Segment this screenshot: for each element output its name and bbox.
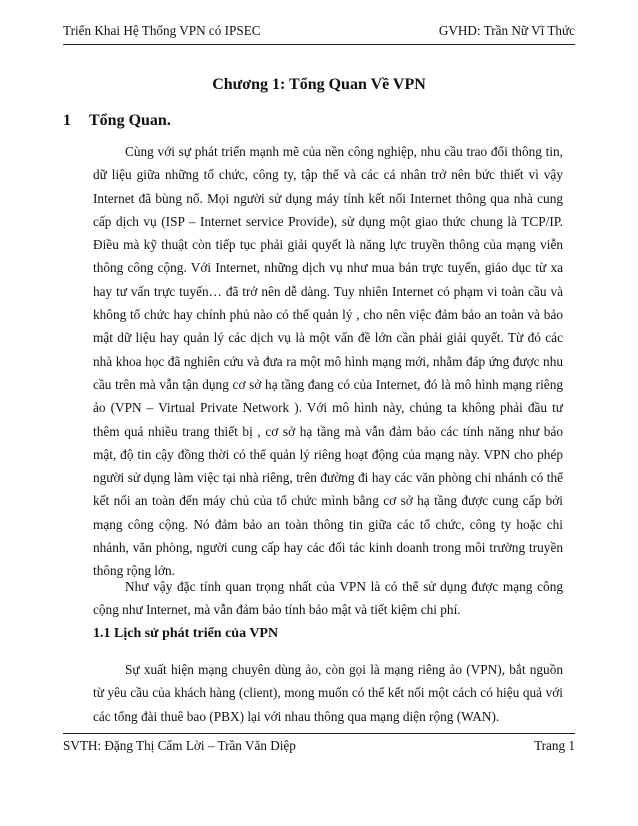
section-title: Tổng Quan. xyxy=(89,112,171,129)
paragraph-text: Cùng với sự phát triển mạnh mẽ của nền công nghiệp, nhu cầu trao đổi thông tin, dữ liệu giữa những tổ chức, công ty, tập thể và các cá nhân trở nên bức thiết vì vậy Internet đã bùng nổ. Mọi người sử dụng máy tính kết nối Internet thông qua nhà cung cấp dịch vụ (ISP – Internet service Provide), sử dụng một giao thức chung là TCP/IP. Điều mà kỹ thuật còn tiếp tục phải giải quyết là năng lực truyền thông của mạng viễn thông công cộng. Với Internet, những dịch vụ như mua bán trực tuyến, giáo dục từ xa hay tư vấn trực tuyến… đã trở nên dễ dàng. Tuy nhiên Internet có phạm vi toàn cầu và không tổ chức hay chính phủ nào có thể quản lý , cho nên việc đảm bảo an toàn và bảo mật dữ liệu hay quản lý các dịch vụ là một vấn đề lớn cần phải giải quyết. Từ đó các nhà khoa học đã nghiên cứu và đưa ra một mô hình mạng mới, nhằm đáp ứng được nhu cầu trên mà vẫn tận dụng cơ sở hạ tầng đang có của Internet, đó là mô hình mạng riêng ảo (VPN – Virtual Private Network ). Với mô hình này, chúng ta không phải đầu tư thêm quá nhiều trang thiết bị , cơ sở hạ tầng mà vẫn đảm bảo các tính năng như bảo mật, độ tin cậy đồng thời có thể quản lý riêng hoạt động của mạng này. VPN cho phép người sử dụng làm việc tại nhà riêng, trên đường đi hay các văn phòng chi nhánh có thể kết nối an toàn đến máy chủ của tổ chức mình bằng cơ sở hạ tầng được cung cấp bởi mạng công cộng. Nó đảm bảo an toàn thông tin giữa các tổ chức, công ty hoặc chi nhánh, văn phòng, người cung cấp hay các đối tác kinh doanh trong môi trường truyền thông rộng lớn. xyxy=(93,144,563,579)
page-number: Trang 1 xyxy=(534,738,575,753)
footer-authors: SVTH: Đặng Thị Cẩm Lời – Trần Văn Diệp xyxy=(63,738,296,753)
paragraph-text: Sự xuất hiện mạng chuyên dùng ảo, còn gọi là mạng riêng ảo (VPN), bắt nguồn từ yêu cầu của khách hàng (client), mong muốn có thể kết nối một cách có hiệu quả với các tổng đài thuê bao (PBX) lại với nhau thông qua mạng diện rộng (WAN). xyxy=(93,662,563,724)
header-instructor: GVHD: Trần Nữ Vĩ Thức xyxy=(438,23,575,38)
paragraph-text: Như vậy đặc tính quan trọng nhất của VPN là có thể sử dụng được mạng công cộng như Internet, mà vẫn đảm bảo tính bảo mật và tiết kiệm chi phí. xyxy=(93,579,563,618)
header-document-title: Triển Khai Hệ Thống VPN có IPSEC xyxy=(63,23,261,38)
subsection-heading: 1.1 Lịch sử phát triển của VPN xyxy=(93,626,279,641)
section-number: 1 xyxy=(63,112,71,129)
section-heading xyxy=(63,110,171,132)
body-paragraph-2 xyxy=(93,575,563,622)
body-paragraph-3 xyxy=(93,658,563,728)
chapter-title: Chương 1: Tổng Quan Về VPN xyxy=(212,76,426,93)
page-header xyxy=(63,22,575,45)
page-footer xyxy=(63,733,575,758)
body-paragraph-1 xyxy=(93,140,563,583)
